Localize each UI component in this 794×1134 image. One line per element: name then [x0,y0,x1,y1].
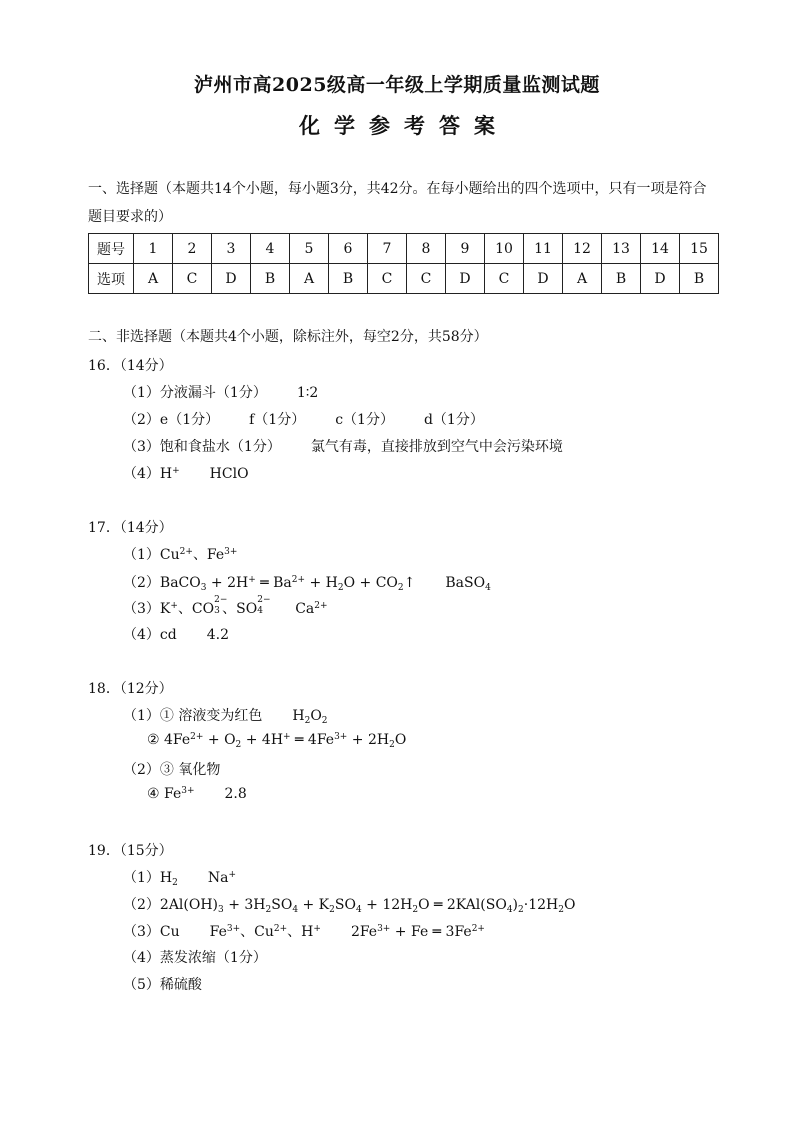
table-cell-number: 5 [290,234,329,264]
table-header-cell: 题号 [89,234,134,264]
q16-line-4: （4）H+ HClO [123,466,249,482]
table-row [89,264,719,294]
q16-line-2 [123,409,484,429]
table-cell-answer: A [134,264,173,294]
section1-heading: 一、选择题（本题共14个小题，每小题3分，共42分。在每小题给出的四个选项中，只有一项是符合题目要求的） [88,181,707,225]
q17-line-4: （4）cd 4.2 [123,627,229,643]
page-title: 泸州市高2025级高一年级上学期质量监测试题 [194,74,600,96]
q19-line-5: （5）稀硫酸 [123,977,202,993]
q19-line-3: （3）Cu $Fe^{3+}$、$Cu^{2+}$、H+ $2Fe^{3+} + Fe$ ═ $3Fe^{2+}$ [123,924,485,940]
q19-line-1: $(1)H_2$ Na+ [123,870,237,888]
q16-answer-1b: 1∶2 [296,385,319,401]
table-cell-answer: C [173,264,212,294]
question-16-number: 16．（14分） [88,358,173,374]
question-19-number: 19．（15分） [88,843,173,859]
table-cell-number: 15 [680,234,719,264]
q16-answer-4b: HClO [209,466,249,482]
table-cell-answer: D [524,264,563,294]
table-cell-number: 4 [251,234,290,264]
table-cell-number: 11 [524,234,563,264]
table-cell-answer: C [368,264,407,294]
table-cell-number: 3 [212,234,251,264]
q16-line-3 [123,436,563,456]
table-cell-answer: B [680,264,719,294]
table-cell-answer: C [407,264,446,294]
table-cell-number: 13 [602,234,641,264]
table-cell-number: 2 [173,234,212,264]
q16-answer-4a: （4）H [123,466,173,482]
table-cell-answer: C [485,264,524,294]
q16-answer-2a: （2）e（1分） [123,412,220,428]
question-18-number: 18．（12分） [88,681,173,697]
table-cell-answer: D [446,264,485,294]
q19-line-4: （4）蒸发浓缩（1分） [123,950,267,966]
table-cell-answer: D [212,264,251,294]
q16-answer-2d: d（1分） [423,412,484,428]
page-subtitle: 化学参考答案 [299,113,509,138]
q18-line-4: ④ $Fe^{3+}$ 2.8 [147,786,247,802]
q17-line-3: （3）K+、CO 2− 3 、SO 2− 4 $Ca^{2+}$ [123,595,328,617]
q17-line-2: （2）BaCO$_3$ + 2H+ ═ $Ba^{2+} + H_2O$ + $CO_2↑$ BaSO$_4$ [123,575,491,593]
table-cell-number: 7 [368,234,407,264]
table-cell-number: 10 [485,234,524,264]
table-cell-answer: B [329,264,368,294]
answer-table [88,233,719,294]
q16-line-1 [123,382,318,402]
q18-line-3: （2）③ 氧化物 [123,762,221,778]
q17-line-1: $(1)Cu^{2+}$、$Fe^{3+}$ [123,547,238,563]
q16-answer-3a: （3）饱和食盐水（1分） [123,439,281,455]
question-17-number: 17．（14分） [88,520,173,536]
table-row [89,234,719,264]
q19-line-2: $(2)2Al(OH)_3 + 3H_2SO_4 + K_2SO_4 + 12H_2O$ ═ $2KAl(SO_4)_2\cdot 12H_2O$ [123,897,576,915]
table-header-cell: 选项 [89,264,134,294]
table-cell-number: 1 [134,234,173,264]
table-cell-number: 14 [641,234,680,264]
q18-line-2: ② $4Fe^{2+} + O_2 + 4H^+$ ═ $4Fe^{3+} + 2H_2O$ [147,732,407,750]
table-cell-number: 6 [329,234,368,264]
q18-line-1: （1）① 溶液变为红色 $H_2O_2$ [123,708,328,726]
table-cell-number: 12 [563,234,602,264]
table-cell-number: 9 [446,234,485,264]
table-cell-answer: D [641,264,680,294]
q16-answer-2b: f（1分） [249,412,306,428]
table-cell-answer: B [251,264,290,294]
table-cell-answer: B [602,264,641,294]
q16-answer-1a: （1）分液漏斗（1分） [123,385,267,401]
table-cell-answer: A [563,264,602,294]
table-cell-number: 8 [407,234,446,264]
table-cell-answer: A [290,264,329,294]
section2-heading: 二、非选择题（本题共4个小题，除标注外，每空2分，共58分） [88,329,488,345]
q16-answer-2c: c（1分） [335,412,394,428]
q16-answer-3b: 氯气有毒，直接排放到空气中会污染环境 [310,439,563,455]
